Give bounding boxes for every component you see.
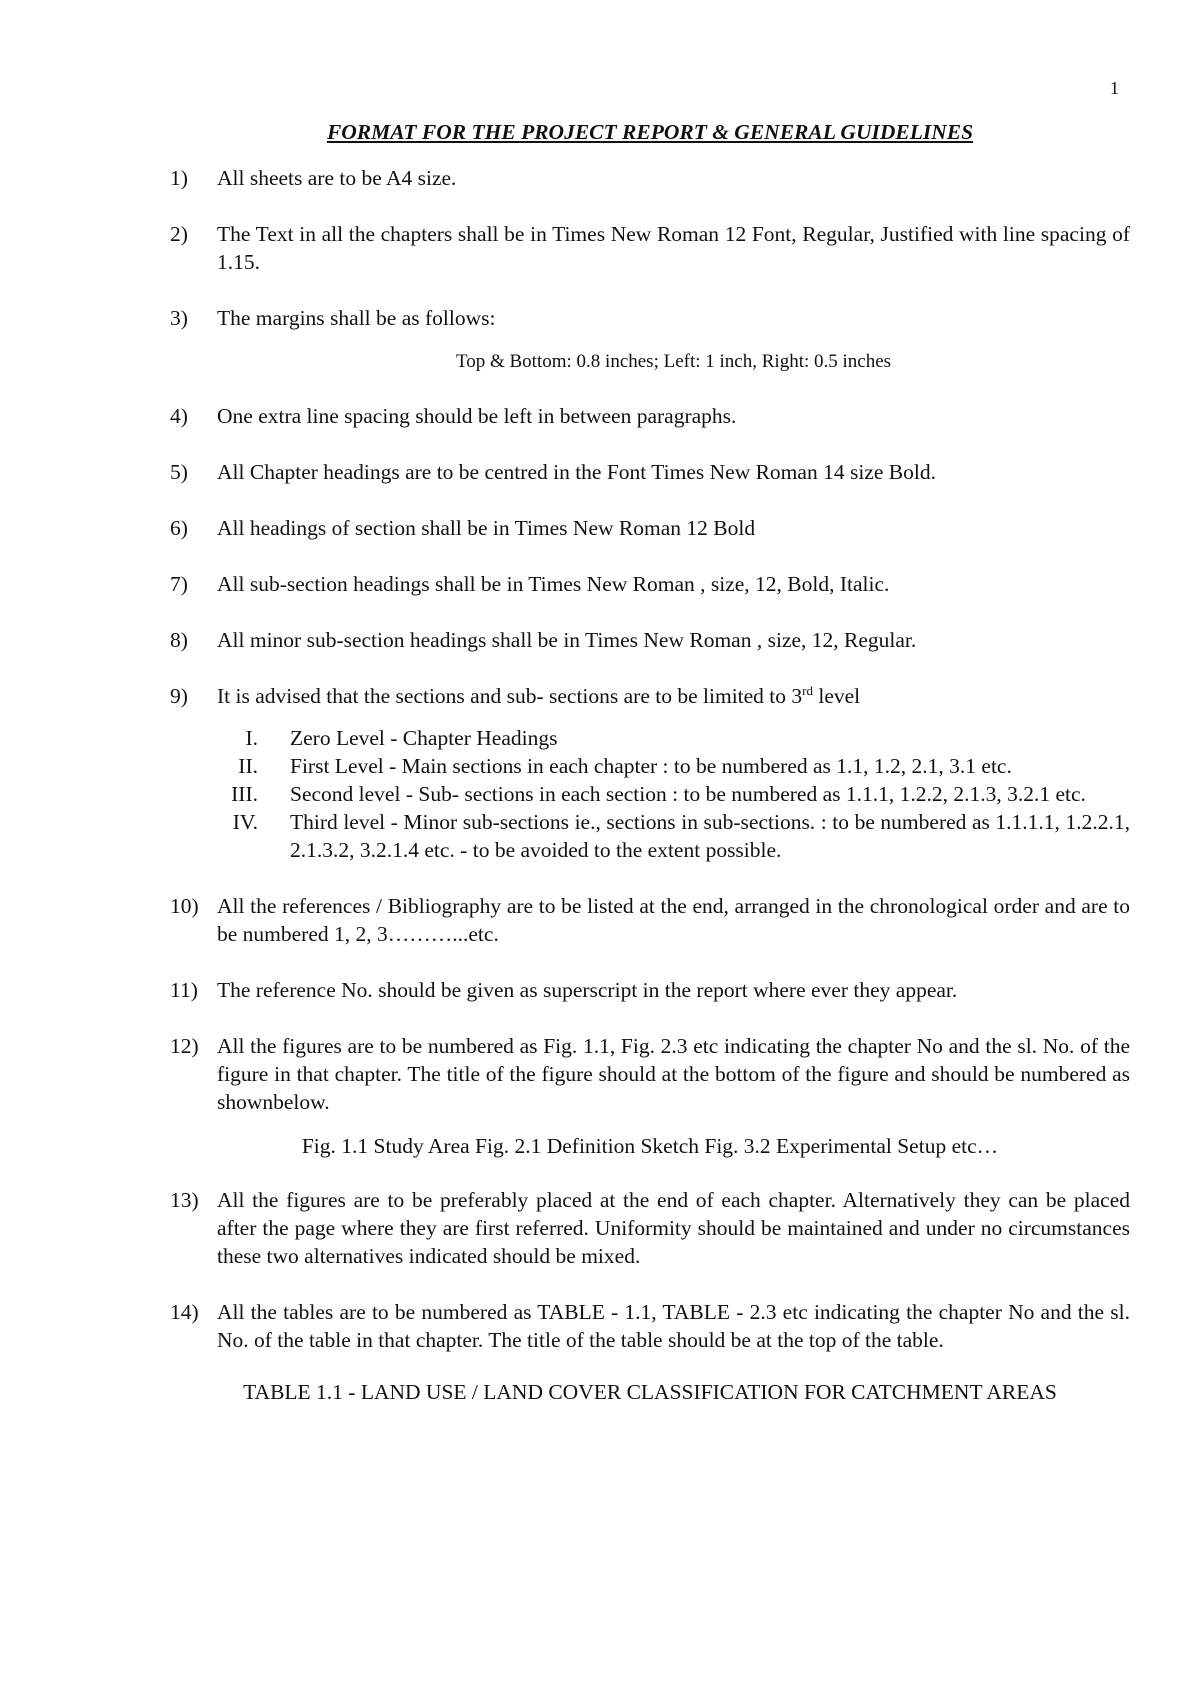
list-item-number: 5) [170,460,188,484]
list-item [170,402,1130,430]
list-item [170,1186,1130,1270]
list-item-text: All the figures are to be numbered as Fig. 1.1, Fig. 2.3 etc indicating the chapter No and the sl. No. of the figure in that chapter. The title of the figure should at the bottom of the figure and should be numbered as shownbelow. [217,1034,1130,1114]
list-item-text: One extra line spacing should be left in between paragraphs. [217,404,737,428]
list-item [170,570,1130,598]
list-item [170,1298,1130,1354]
list-item [170,976,1130,1004]
list-item [170,626,1130,654]
list-item-text: The reference No. should be given as superscript in the report where ever they appear. [217,978,958,1002]
list-item-text: All the references / Bibliography are to be listed at the end, arranged in the chronological order and are to be numbered 1, 2, 3………...etc. [217,894,1130,946]
level-item [170,808,1130,864]
table-title-example: TABLE 1.1 - LAND USE / LAND COVER CLASSIFICATION FOR CATCHMENT AREAS [243,1380,1057,1404]
list-item-number: 6) [170,516,188,540]
list-item-text: All Chapter headings are to be centred in the Font Times New Roman 14 size Bold. [217,460,936,484]
list-item [170,458,1130,486]
list-item [170,304,1130,332]
superscript: rd [802,682,813,698]
level-item [170,752,1130,780]
document-body [170,118,1130,1406]
page-number: 1 [1110,78,1119,98]
margins-specification: Top & Bottom: 0.8 inches; Left: 1 inch, Right: 0.5 inches [455,351,892,372]
level-text: Third level - Minor sub-sections ie., sections in sub-sections. : to be numbered as 1.1.1.1, 1.2.2.1, 2.1.3.2, 3.2.1.4 etc. - to be avoided to the extent possible. [290,810,1130,862]
list-item-number: 8) [170,628,188,652]
list-item [170,164,1130,192]
list-item-number: 9) [170,684,188,708]
list-item-text: All sub-section headings shall be in Times New Roman , size, 12, Bold, Italic. [217,572,890,596]
list-item-number: 2) [170,222,188,246]
list-item-number: 14) [170,1300,199,1324]
section-levels-list [170,724,1130,864]
list-item-number: 3) [170,306,188,330]
list-item-number: 12) [170,1034,199,1058]
roman-numeral: IV. [232,810,258,834]
level-item [170,724,1130,752]
list-item-text: level [813,684,861,708]
list-item [170,892,1130,948]
roman-numeral: III. [231,782,258,806]
level-text: Second level - Sub- sections in each section : to be numbered as 1.1.1, 1.2.2, 2.1.3, 3.2.1 etc. [290,782,1086,806]
list-item [170,220,1130,276]
list-item-text: All headings of section shall be in Times New Roman 12 Bold [217,516,756,540]
list-item [170,1032,1130,1116]
figure-caption-examples: Fig. 1.1 Study Area Fig. 2.1 Definition Sketch Fig. 3.2 Experimental Setup etc… [301,1134,999,1158]
level-text: First Level - Main sections in each chapter : to be numbered as 1.1, 1.2, 2.1, 3.1 etc. [290,754,1012,778]
list-item-text: The margins shall be as follows: [217,306,496,330]
list-item [170,514,1130,542]
list-item-text: All minor sub-section headings shall be in Times New Roman , size, 12, Regular. [217,628,917,652]
list-item-number: 10) [170,894,199,918]
list-item-number: 11) [170,978,198,1002]
level-item [170,780,1130,808]
document-title: FORMAT FOR THE PROJECT REPORT & GENERAL GUIDELINES [326,120,974,144]
list-item-text: It is advised that the sections and sub- sections are to be limited to 3 [217,684,803,708]
list-item-number: 4) [170,404,188,428]
list-item-text: The Text in all the chapters shall be in Times New Roman 12 Font, Regular, Justified with line spacing of 1.15. [217,222,1130,274]
level-text: Zero Level - Chapter Headings [290,726,558,750]
list-item [170,682,1130,710]
roman-numeral: II. [238,754,258,778]
list-item-text: All the figures are to be preferably placed at the end of each chapter. Alternatively they can be placed after the page where they are first referred. Uniformity should be maintained and under no circumstances these two alternatives indicated should be mixed. [217,1188,1130,1268]
list-item-number: 7) [170,572,188,596]
list-item-text: All the tables are to be numbered as TABLE - 1.1, TABLE - 2.3 etc indicating the chapter No and the sl. No. of the table in that chapter. The title of the table should be at the top of the table. [217,1300,1130,1352]
roman-numeral: I. [245,726,258,750]
list-item-text: All sheets are to be A4 size. [217,166,457,190]
list-item-number: 1) [170,166,188,190]
list-item-number: 13) [170,1188,199,1212]
